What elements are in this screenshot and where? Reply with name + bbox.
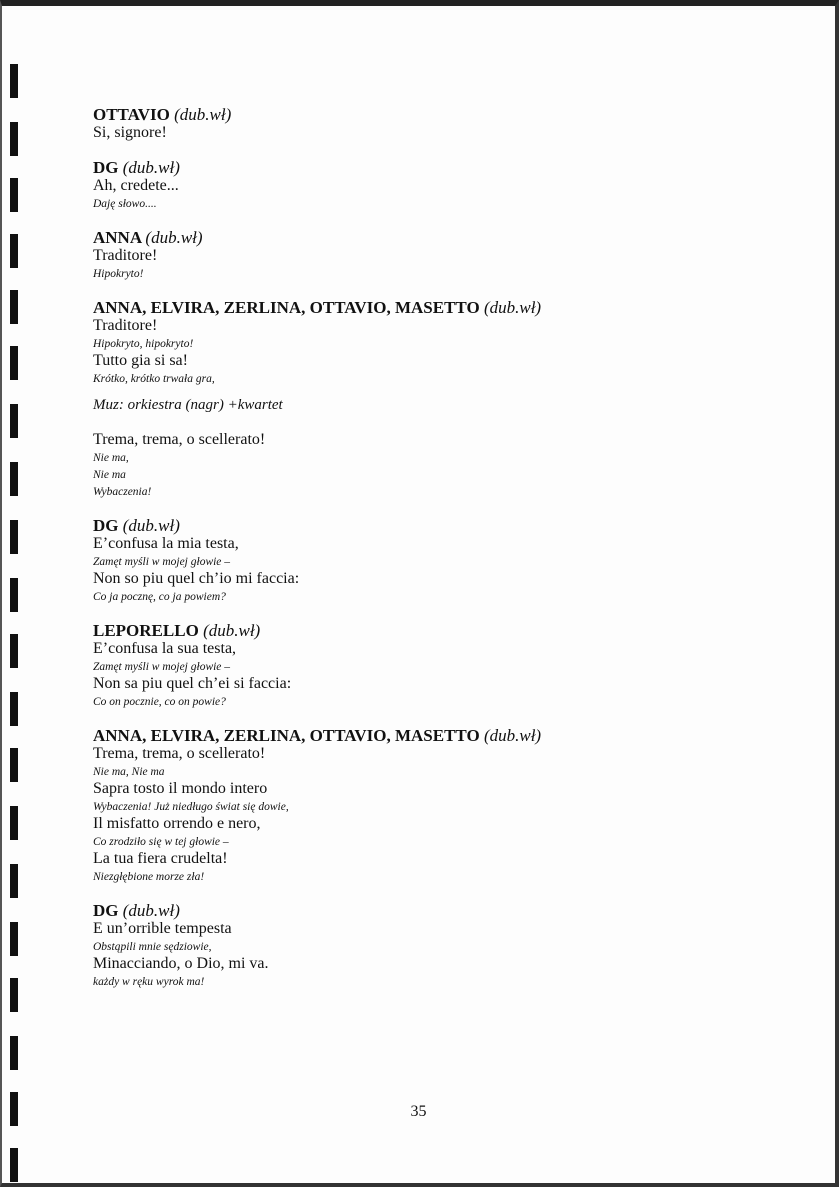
binding-hole-mark	[10, 1148, 18, 1182]
speaker-name: DG	[93, 901, 119, 920]
polish-translation-line: Niezgłębione morze zła!	[93, 871, 205, 883]
italian-lyric-line: La tua fiera crudelta!	[93, 850, 228, 867]
polish-translation-line: Hipokryto!	[93, 268, 144, 280]
binding-hole-mark	[10, 520, 18, 554]
polish-translation-line: Nie ma,	[93, 452, 129, 464]
binding-hole-mark	[10, 64, 18, 98]
polish-translation-line: Nie ma	[93, 469, 126, 481]
polish-translation-line: Zamęt myśli w mojej głowie –	[93, 556, 231, 568]
spacer	[93, 283, 793, 299]
binding-hole-mark	[10, 692, 18, 726]
spacer	[93, 416, 793, 432]
speaker-heading	[93, 106, 793, 125]
spacer	[93, 711, 793, 727]
binding-hole-mark	[10, 346, 18, 380]
italian-lyric-line: Trema, trema, o scellerato!	[93, 745, 266, 762]
dubbing-note: (dub.wł)	[483, 726, 542, 745]
polish-translation-line: Wybaczenia!	[93, 486, 152, 498]
speaker-heading	[93, 622, 793, 641]
italian-lyric-line: Minacciando, o Dio, mi va.	[93, 955, 269, 972]
speaker-name: OTTAVIO	[93, 105, 170, 124]
dubbing-note: (dub.wł)	[174, 105, 232, 124]
dubbing-note: (dub.wł)	[483, 298, 542, 317]
polish-translation-line: Wybaczenia! Już niedługo świat się dowie,	[93, 801, 289, 813]
polish-translation-line: Co on pocznie, co on powie?	[93, 696, 226, 708]
polish-translation-line: Zamęt myśli w mojej głowie –	[93, 661, 231, 673]
stage-direction: Muz: orkiestra (nagr) +kwartet	[93, 397, 283, 413]
italian-lyric-line: Tutto gia si sa!	[93, 352, 188, 369]
binding-hole-mark	[10, 234, 18, 268]
spacer	[93, 606, 793, 622]
binding-hole-mark	[10, 864, 18, 898]
italian-lyric-line: Traditore!	[93, 247, 158, 264]
binding-hole-mark	[10, 922, 18, 956]
polish-translation-line: Krótko, krótko trwała gra,	[93, 373, 215, 385]
speaker-name: DG	[93, 158, 119, 177]
polish-translation-line: Daję słowo....	[93, 198, 157, 210]
polish-translation-line: każdy w ręku wyrok ma!	[93, 976, 205, 988]
binding-hole-mark	[10, 462, 18, 496]
italian-lyric-line: Si, signore!	[93, 124, 167, 141]
binding-holes	[10, 6, 20, 1183]
polish-translation-line: Co ja pocznę, co ja powiem?	[93, 591, 226, 603]
libretto-text	[93, 106, 793, 991]
speaker-heading	[93, 229, 793, 248]
binding-hole-mark	[10, 806, 18, 840]
speaker-heading	[93, 517, 793, 536]
speaker-heading	[93, 159, 793, 178]
italian-lyric-line: Traditore!	[93, 317, 158, 334]
polish-translation-line: Nie ma, Nie ma	[93, 766, 165, 778]
page-number: 35	[410, 1103, 427, 1120]
binding-hole-mark	[10, 178, 18, 212]
italian-lyric-line: Sapra tosto il mondo intero	[93, 780, 268, 797]
speaker-name: DG	[93, 516, 119, 535]
polish-translation-line: Co zrodziło się w tej głowie –	[93, 836, 229, 848]
speaker-name: ANNA	[93, 228, 142, 247]
spacer	[93, 886, 793, 902]
speaker-name: ANNA, ELVIRA, ZERLINA, OTTAVIO, MASETTO	[93, 298, 480, 317]
polish-translation-line: Hipokryto, hipokryto!	[93, 338, 194, 350]
binding-hole-mark	[10, 748, 18, 782]
italian-lyric-line: Trema, trema, o scellerato!	[93, 431, 266, 448]
binding-hole-mark	[10, 404, 18, 438]
dubbing-note: (dub.wł)	[122, 158, 180, 177]
italian-lyric-line: Non so piu quel ch’io mi faccia:	[93, 570, 300, 587]
spacer	[93, 501, 793, 517]
binding-hole-mark	[10, 290, 18, 324]
speaker-name: ANNA, ELVIRA, ZERLINA, OTTAVIO, MASETTO	[93, 726, 480, 745]
italian-lyric-line: E’confusa la mia testa,	[93, 535, 239, 552]
italian-lyric-line: Ah, credete...	[93, 177, 179, 194]
binding-hole-mark	[10, 578, 18, 612]
speaker-name: LEPORELLO	[93, 621, 199, 640]
binding-hole-mark	[10, 634, 18, 668]
polish-translation-line: Obstąpili mnie sędziowie,	[93, 941, 212, 953]
italian-lyric-line: Il misfatto orrendo e nero,	[93, 815, 261, 832]
binding-hole-mark	[10, 122, 18, 156]
italian-lyric-line: E’confusa la sua testa,	[93, 640, 237, 657]
spacer	[93, 143, 793, 159]
binding-hole-mark	[10, 978, 18, 1012]
speaker-heading	[93, 902, 793, 921]
dubbing-note: (dub.wł)	[145, 228, 203, 247]
dubbing-note: (dub.wł)	[122, 901, 180, 920]
italian-lyric-line: Non sa piu quel ch’ei si faccia:	[93, 675, 292, 692]
dubbing-note: (dub.wł)	[203, 621, 261, 640]
speaker-heading	[93, 299, 793, 318]
speaker-heading	[93, 727, 793, 746]
italian-lyric-line: E un’orrible tempesta	[93, 920, 232, 937]
dubbing-note: (dub.wł)	[122, 516, 180, 535]
spacer	[93, 213, 793, 229]
binding-hole-mark	[10, 1036, 18, 1070]
